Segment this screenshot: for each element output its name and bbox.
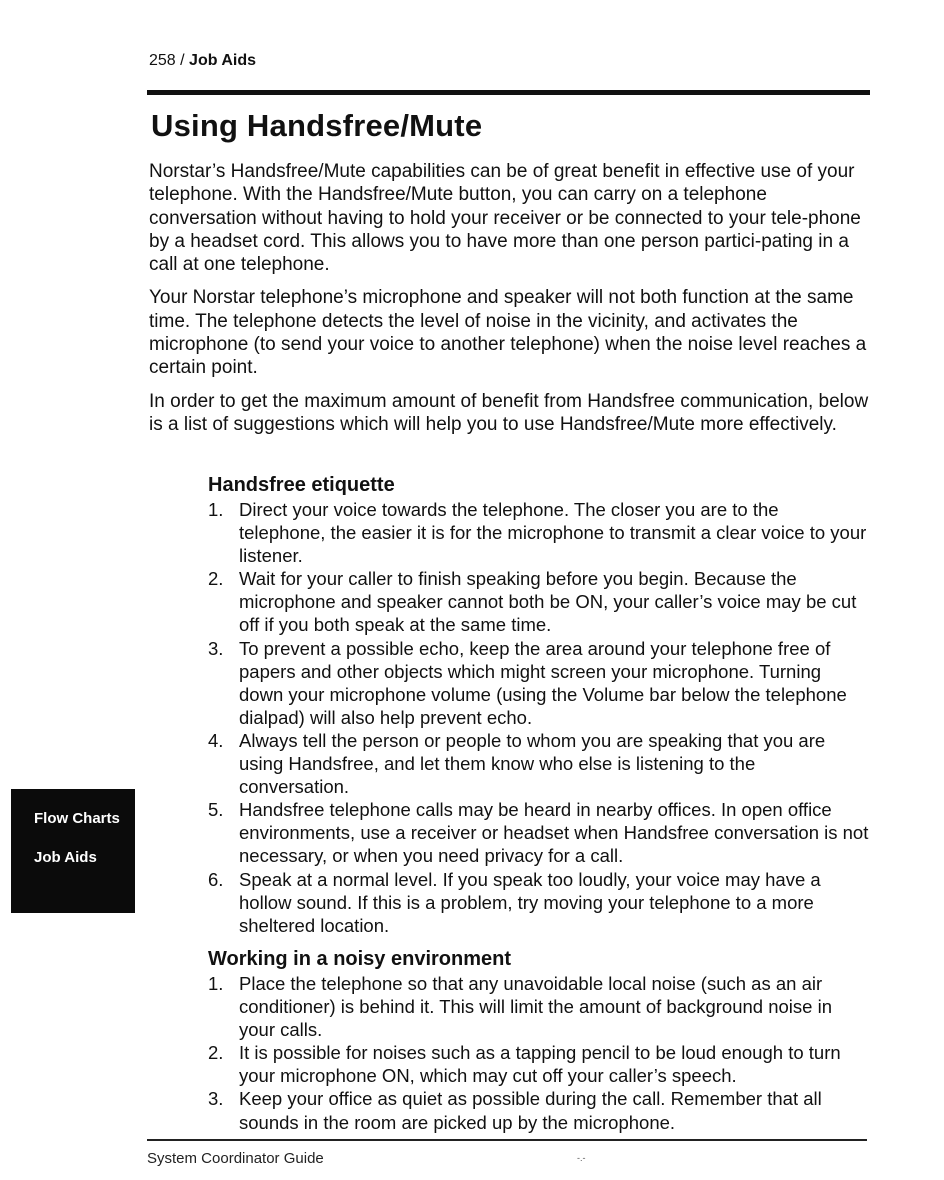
- noisy-section: [208, 946, 870, 1134]
- list-item: [208, 1041, 870, 1087]
- page-number: 258: [149, 52, 176, 69]
- tab-flow-charts[interactable]: Flow Charts: [34, 810, 120, 827]
- intro-paragraph: Norstar’s Handsfree/Mute capabilities can be of great benefit in effective use of your telephone. With the Handsfree/Mute button, you can carry on a telephone conversation without having to hold your receiver or be connected to your tele-phone by a headset cord. This allows you to have more than one person partici-pating in a call at one telephone.: [149, 161, 861, 276]
- footer-mark: -.-: [577, 1153, 586, 1163]
- item-text: Handsfree telephone calls may be heard in nearby offices. In open office environments, use a receiver or headset when Handsfree conversation is not necessary, or when you need privacy for a call.: [239, 799, 869, 867]
- item-text: Wait for your caller to finish speaking before you begin. Because the microphone and speaker cannot both be ON, your caller’s voice may be cut off if you both speak at the same time.: [239, 568, 857, 636]
- item-text: Keep your office as quiet as possible during the call. Remember that all sounds in the room are picked up by the microphone.: [239, 1088, 822, 1133]
- page-header: [149, 52, 256, 70]
- list-item: [208, 498, 870, 567]
- list-item: [208, 972, 870, 1041]
- etiquette-list: [208, 498, 870, 937]
- noisy-list: [208, 972, 870, 1134]
- footer-text: System Coordinator Guide: [147, 1150, 324, 1167]
- intro-paragraph: In order to get the maximum amount of benefit from Handsfree communication, below is a list of suggestions which will help you to use Handsfree/Mute more effectively.: [149, 390, 869, 435]
- item-number: 3.: [208, 1088, 224, 1110]
- item-text: Always tell the person or people to whom you are speaking that you are using Handsfree, and let them know who else is listening to the conversation.: [239, 729, 826, 798]
- item-text: It is possible for noises such as a tapping pencil to be loud enough to turn your microphone ON, which may cut off your caller’s speech.: [239, 1042, 841, 1087]
- list-item: [208, 1087, 870, 1133]
- top-rule: [147, 90, 870, 95]
- item-number: 1.: [208, 499, 224, 520]
- noisy-heading: Working in a noisy environment: [208, 948, 512, 970]
- tab-job-aids[interactable]: Job Aids: [34, 849, 97, 866]
- item-text: Direct your voice towards the telephone. The closer you are to the telephone, the easier it is for the microphone to transmit a clear voice to your listener.: [239, 499, 867, 567]
- item-number: 2.: [208, 568, 224, 590]
- item-number: 3.: [208, 637, 224, 659]
- list-item: [208, 868, 870, 937]
- intro-text: [149, 160, 871, 446]
- bottom-rule: [147, 1139, 867, 1141]
- item-number: 6.: [208, 868, 224, 890]
- page-title: Using Handsfree/Mute: [151, 108, 483, 143]
- list-item: [208, 798, 870, 867]
- item-number: 5.: [208, 799, 224, 821]
- side-tab: [11, 789, 135, 913]
- list-item: [208, 567, 870, 636]
- list-item: [208, 637, 870, 729]
- item-number: 4.: [208, 729, 224, 751]
- header-section: Job Aids: [189, 52, 257, 69]
- list-item: [208, 729, 870, 798]
- item-number: 1.: [208, 973, 224, 994]
- item-text: To prevent a possible echo, keep the area around your telephone free of papers and other objects which might screen your microphone. Turning down your microphone volume (using the Volume bar below the telephone dialpad) will also help prevent echo.: [239, 637, 847, 728]
- header-separator: /: [175, 52, 190, 69]
- etiquette-heading: Handsfree etiquette: [208, 474, 395, 496]
- item-text: Speak at a normal level. If you speak too loudly, your voice may have a hollow sound. If this is a problem, try moving your telephone to a more sheltered location.: [239, 868, 821, 936]
- intro-paragraph: Your Norstar telephone’s microphone and speaker will not both function at the same time. The telephone detects the level of noise in the vicinity, and activates the microphone (to send your voice to another telephone) when the noise level reaches a certain point.: [149, 287, 867, 379]
- etiquette-section: [208, 472, 870, 937]
- item-number: 2.: [208, 1042, 224, 1064]
- item-text: Place the telephone so that any unavoidable local noise (such as an air conditioner) is behind it. This will limit the amount of background noise in your calls.: [239, 973, 832, 1041]
